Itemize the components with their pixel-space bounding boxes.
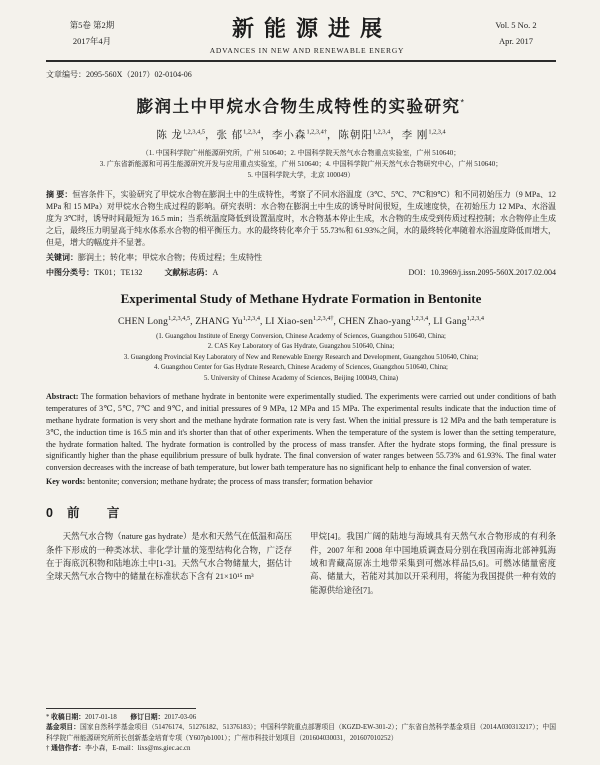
body-paragraph: 甲烷[4]。我国广阔的陆地与海域具有天然气水合物形成的有利条件，2007 年和 2008 年中国地质调查局分别在我国南海北部神狐海域和青藏高原冻土地带采集到可燃冰样品[5,6]。可燃冰储量密度高、储量大，若能对其加以开采利用，将能为我国提供一种有效的能源供给途径[7]。 [310, 532, 556, 595]
author-separator: ， [204, 130, 217, 141]
clc-and-code [46, 267, 218, 278]
page-title [46, 93, 556, 117]
author-affil-sup: 1,2,3,4 [466, 314, 484, 322]
footnote-funding [46, 723, 556, 744]
author [156, 130, 216, 141]
affiliation-line: （1. 中国科学院广州能源研究所，广州 510640；2. 中国科学院天然气水合物重点实验室，广州 510640； [141, 149, 461, 157]
abstract-cn [46, 189, 556, 249]
author-affil-sup: 1,2,3,4 [410, 314, 429, 322]
author [216, 130, 271, 141]
abstract-en [46, 391, 556, 474]
date-en: Apr. 2017 [499, 35, 533, 46]
masthead-volume-en [476, 18, 556, 49]
funding-label: 基金项目： [46, 724, 81, 732]
author [338, 130, 401, 141]
author-name: 李小森 [271, 130, 307, 141]
affiliation-line: 5. University of Chinese Academy of Sciences, Beijing 100049, China) [203, 374, 399, 382]
title-en: Experimental Study of Methane Hydrate Formation in Bentonite [120, 290, 482, 306]
author-affil-sup: 1,2,3,4 [243, 128, 261, 136]
affiliation-line: (1. Guangzhou Institute of Energy Conversion, Chinese Academy of Sciences, Guangzhou 510640, China; [156, 332, 446, 340]
author-affil-sup: 1,2,3,4 [372, 128, 391, 136]
keywords-cn [46, 252, 556, 264]
received-value: 2017-01-18 [85, 713, 131, 721]
author-affil-sup: 1,2,3,4 [428, 128, 446, 136]
author-separator: ， [260, 130, 272, 141]
affiliations-en [46, 332, 556, 385]
author [338, 314, 434, 327]
masthead-journal [138, 12, 476, 55]
abstract-label-cn: 摘 要： [46, 189, 73, 199]
affiliations-cn [46, 148, 556, 181]
affiliation-line: 2. CAS Key Laboratory of Gas Hydrate, Guangzhou 510640, China; [207, 343, 395, 351]
date-cn: 2017年4月 [72, 35, 112, 46]
author [272, 130, 338, 141]
keywords-text-cn: 膨润土；转化率；甲烷水合物；传质过程；生成特性 [78, 252, 262, 262]
author-affil-sup: 1,2,3,4† [313, 314, 334, 322]
author-name: ZHANG Yu [195, 316, 243, 327]
abstract-text-en: The formation behaviors of methane hydrate in bentonite were experimentally studied. The experiments were carried out under conditions of bath temperatures of 3℃, 5℃, 7℃ and 9℃, and initial pressures of 9 MPa, 12 MPa and 15 MPa. The experimental results indicate that the induction time of methane hydrate formation is very short and the methane hydrate formation rate is very fast. When the initial pressure is 12 MPa and the bath temperature is 3℃, the induction time is 16.5 min and it's shorter than that of other experiments. When the temperature of the system is lower than the setting temperature, the hydrate formation halted. The hydrate formation is controlled by the process of mass transfer. After the hydrate stops forming, the final pressure is significantly higher than the phase equilibrium pressure of bulk hydrate. The final conversion of water ranges between 55.73% and 61.93%. The final water conversion decreases with the increase of bath temperature, but lower bath temperature has no significant help to enhance the final conversion of water. [46, 392, 557, 473]
keywords-en [46, 476, 556, 488]
affiliation-line: 5. 中国科学院大学，北京 100049） [247, 170, 355, 179]
corresponding-mark: † [46, 745, 52, 753]
author-affil-sup: 1,2,3,4† [306, 128, 327, 136]
author [433, 314, 484, 327]
title-text-cn: 膨润土中甲烷水合物生成特性的实验研究 [136, 98, 461, 116]
clc-value: TK01；TE132 [94, 267, 143, 277]
author-name: 陈朝阳 [338, 130, 373, 141]
section-heading [46, 503, 556, 521]
keywords-label-cn: 关键词： [46, 252, 78, 262]
volume-issue-cn: 第5卷 第2期 [69, 20, 115, 31]
body-column-right [310, 530, 556, 597]
section-title: 前 言 [66, 506, 132, 521]
abstract-label-en: Abstract: [46, 392, 79, 402]
corresponding-value: 李小森，E-mail：lixs@ms.giec.ac.cn [85, 745, 191, 753]
author [195, 314, 266, 327]
revised-label: 修订日期： [130, 713, 165, 721]
clc-label: 中图分类号： [46, 267, 94, 277]
author-separator: , [428, 316, 434, 327]
footnote-corresponding [46, 744, 556, 755]
footnote-rule [46, 708, 196, 709]
abstract-text-cn: 恒容条件下，实验研究了甲烷水合物在膨润土中的生成特性，考察了不同水浴温度（3℃、5℃、7℃和9℃）和不同初始压力（9 MPa、12 MPa 和 15 MPa）对甲烷水合物生成过程的影响。研究表明：水合物在膨润土中生成的诱导时间很短，生成速度快，在初始压力 12 MPa、水浴温度为 3℃时，诱导时间最短为 16.5 min；当系统温度降低到设置温度时，水合物基本停止生成，水合物的生成受到传质过程控制；水合物停止生成之后，最终压力明显高于纯水体系水合物的相平衡压力。水的最终转化率介于 55.73%和 61.93%之间，水的最终转化率随着水浴温度降低而增大，但是，增大的幅度并不显著。 [46, 189, 556, 247]
journal-title-cn: 新能源进展 [231, 16, 392, 41]
received-label: 收稿日期： [51, 713, 86, 721]
keywords-label-en: Key words: [46, 477, 86, 487]
author-name: LI Xiao-sen [265, 316, 314, 327]
masthead-volume-cn [46, 18, 138, 49]
author-separator: ， [326, 130, 339, 141]
author-affil-sup: 1,2,3,4,5 [168, 314, 191, 322]
doc-code-value: A [212, 267, 219, 277]
body-text [46, 530, 556, 597]
author-name: LI Gang [433, 316, 467, 327]
masthead-rule [46, 60, 556, 62]
author-separator: ， [390, 130, 402, 141]
masthead [46, 12, 556, 55]
classification-row [46, 267, 556, 278]
author [265, 314, 339, 327]
author-separator: , [190, 316, 196, 327]
doi: DOI：10.3969/j.issn.2095-560X.2017.02.004 [408, 267, 556, 277]
author-affil-sup: 1,2,3,4,5 [182, 128, 205, 136]
body-column-left [46, 530, 292, 597]
author-separator: , [333, 316, 339, 327]
author-name: 陈 龙 [156, 130, 183, 141]
funding-text: 国家自然科学基金项目（51476174、51276182、51376183）；中国科学院重点部署项目（KGZD-EW-301-2）；广东省自然科学基金项目（2014A030313217）；中国科学院广州能源研究所所长创新基金培育专项（Y607pb1001）；广州市科技计划项目（201604030031，201607010252） [46, 724, 557, 742]
author-separator: , [260, 316, 266, 327]
doc-code-label: 文献标志码： [164, 267, 213, 277]
revised-value: 2017-03-06 [164, 713, 197, 721]
footnote-dates [46, 713, 556, 724]
volume-issue-en: Vol. 5 No. 2 [495, 20, 537, 31]
author-name: CHEN Zhao-yang [338, 316, 411, 327]
body-paragraph: 天然气水合物（nature gas hydrate）是水和天然气在低温和高压条件下形成的一种类冰状、非化学计量的笼型结构化合物，广泛存在于海底沉积物和陆地冻土中[1-3]。天然气水合物储量大，据估计全球天然气水合物中的储量在标准状态下含有 21×10¹⁵ m³ [46, 532, 292, 582]
journal-title-en: ADVANCES IN NEW AND RENEWABLE ENERGY [209, 46, 405, 55]
author-name: 李 刚 [401, 130, 429, 141]
author-name: CHEN Long [117, 316, 169, 327]
author [117, 314, 196, 327]
author-name: 张 郁 [216, 130, 244, 141]
authors-cn [46, 127, 556, 142]
keywords-text-en: bentonite; conversion; methane hydrate; the process of mass transfer; formation behavior [87, 477, 373, 487]
affiliation-line: 3. Guangdong Provincial Key Laboratory of New and Renewable Energy Research and Development, Guangzhou 510640, China; [123, 353, 479, 361]
authors-en [46, 315, 556, 327]
footnote-block [46, 708, 556, 755]
affiliation-line: 4. Guangzhou Center for Gas Hydrate Research, Chinese Academy of Sciences, Guangzhou 510640, China; [154, 364, 448, 372]
title-footnote-mark: * [460, 97, 466, 108]
article-number: 文章编号：2095-560X（2017）02-0104-06 [46, 70, 192, 79]
section-number: 0 [46, 506, 53, 521]
received-mark: * [46, 713, 52, 721]
corresponding-label: 通信作者： [51, 745, 86, 753]
author-affil-sup: 1,2,3,4 [242, 314, 261, 322]
author [402, 130, 446, 141]
affiliation-line: 3. 广东省新能源和可再生能源研究开发与应用重点实验室，广州 510640；4. 中国科学院广州天然气水合物研究中心，广州 510640； [99, 159, 503, 168]
